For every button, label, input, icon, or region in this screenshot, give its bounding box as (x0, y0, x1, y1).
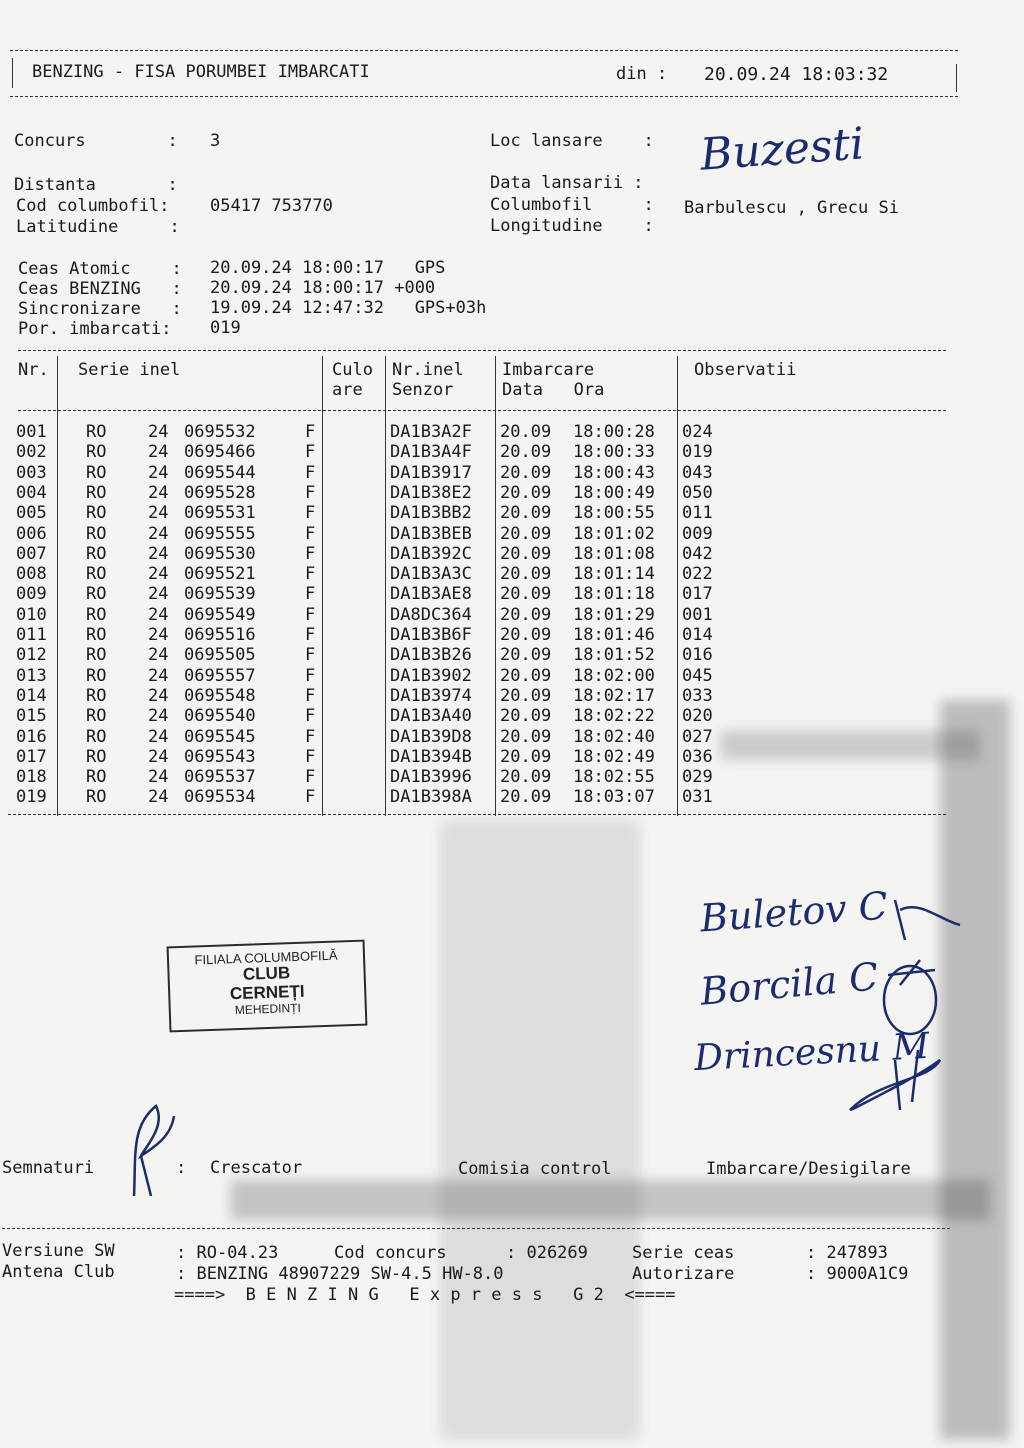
cell-sex: F (305, 604, 316, 625)
cell-inel: 0695540 (184, 706, 256, 727)
cell-an: 24 (148, 462, 169, 483)
cell-sex: F (305, 543, 316, 564)
cell-obs: 011 (682, 503, 713, 524)
col-header-culoare: Culo (332, 360, 373, 380)
cell-inel: 0695545 (184, 726, 256, 747)
signatures-label: Semnaturi (2, 1158, 95, 1178)
scan-smudge (230, 1180, 990, 1220)
field-concurs-label: Concurs : (14, 131, 178, 151)
footer-serie-ceas-value: : 247893 (806, 1243, 888, 1263)
cell-senzor: DA8DC364 (390, 604, 472, 625)
table-row (0, 544, 760, 564)
cell-sex: F (305, 706, 316, 727)
cell-sex: F (305, 422, 316, 442)
cell-tara: RO (86, 625, 107, 645)
cell-data: 20.09 (500, 564, 552, 585)
field-columbofil-value: Barbulescu , Grecu Si (684, 198, 899, 218)
table-row (0, 625, 760, 645)
cell-an: 24 (148, 442, 169, 463)
clock-atomic-label: Ceas Atomic : (18, 259, 182, 279)
table-row (0, 747, 760, 767)
signature-stroke (134, 1106, 174, 1196)
cell-nr: 018 (16, 767, 47, 788)
cell-ora: 18:00:43 (573, 462, 655, 483)
cell-an: 24 (148, 543, 169, 564)
cell-an: 24 (148, 706, 169, 727)
cell-tara: RO (86, 685, 107, 706)
cell-data: 20.09 (500, 482, 552, 503)
cell-sex: F (305, 442, 316, 463)
signature-comisia: Comisia control (458, 1159, 612, 1179)
cell-senzor: DA1B3A4F (390, 442, 472, 463)
cell-senzor: DA1B3917 (390, 462, 472, 483)
pigeons-count-label: Por. imbarcati: (18, 319, 172, 339)
clock-benzing-value: 20.09.24 18:00:17 +000 (210, 278, 436, 298)
col-header-data-ora: Data Ora (502, 380, 605, 400)
cell-obs: 001 (682, 604, 713, 625)
cell-ora: 18:01:29 (573, 604, 655, 625)
cell-ora: 18:02:49 (573, 746, 655, 767)
cell-an: 24 (148, 787, 169, 808)
cell-an: 24 (148, 685, 169, 706)
cell-obs: 009 (682, 523, 713, 544)
cell-inel: 0695528 (184, 482, 256, 503)
print-date: 20.09.24 18:03:32 (704, 64, 889, 85)
cell-obs: 036 (682, 746, 713, 767)
table-row (0, 442, 760, 462)
footer-versiune-label: Versiune SW (2, 1241, 115, 1261)
cell-an: 24 (148, 767, 169, 788)
cell-nr: 019 (16, 787, 47, 808)
cell-inel: 0695555 (184, 523, 256, 544)
cell-senzor: DA1B38E2 (390, 482, 472, 503)
cell-ora: 18:00:55 (573, 503, 655, 524)
cell-obs: 033 (682, 685, 713, 706)
signature-marks (840, 880, 990, 1120)
cell-data: 20.09 (500, 503, 552, 524)
cell-sex: F (305, 645, 316, 666)
table-row (0, 584, 760, 604)
cell-obs: 017 (682, 584, 713, 605)
cell-data: 20.09 (500, 462, 552, 483)
handwritten-name-1: Buletov C (698, 883, 890, 941)
cell-sex: F (305, 523, 316, 544)
header-bottom-border (10, 96, 958, 97)
cell-inel: 0695543 (184, 746, 256, 767)
cell-tara: RO (86, 442, 107, 463)
table-row (0, 645, 760, 665)
cell-ora: 18:00:33 (573, 442, 655, 463)
col-header-culoare-2: are (332, 380, 363, 400)
cell-nr: 004 (16, 482, 47, 503)
cell-obs: 020 (682, 706, 713, 727)
cell-ora: 18:01:46 (573, 625, 655, 645)
col-header-nr: Nr. (18, 360, 49, 380)
handwritten-name-2: Borcila C (698, 954, 880, 1014)
clock-sync-value: 19.09.24 12:47:32 GPS+03h (210, 298, 487, 318)
cell-obs: 042 (682, 543, 713, 564)
cell-nr: 015 (16, 706, 47, 727)
cell-an: 24 (148, 482, 169, 503)
cell-obs: 022 (682, 564, 713, 585)
cell-data: 20.09 (500, 726, 552, 747)
cell-ora: 18:02:22 (573, 706, 655, 727)
cell-nr: 012 (16, 645, 47, 666)
table-top-border (18, 350, 946, 351)
cell-senzor: DA1B3AE8 (390, 584, 472, 605)
table-row (0, 503, 760, 523)
stamp-line-4: MEHEDINȚI (234, 1000, 302, 1017)
cell-ora: 18:01:14 (573, 564, 655, 585)
pigeons-count-value: 019 (210, 318, 241, 338)
cell-senzor: DA1B3B6F (390, 625, 472, 645)
cell-obs: 043 (682, 462, 713, 483)
cell-obs: 050 (682, 482, 713, 503)
footer-banner: ====> B E N Z I N G E x p r e s s G 2 <==== (174, 1285, 676, 1305)
cell-obs: 016 (682, 645, 713, 666)
cell-tara: RO (86, 604, 107, 625)
table-row (0, 706, 760, 726)
cell-an: 24 (148, 604, 169, 625)
cell-data: 20.09 (500, 746, 552, 767)
cell-sex: F (305, 746, 316, 767)
col-header-imbarcare: Imbarcare (502, 360, 595, 380)
footer-versiune-value: : RO-04.23 (176, 1243, 279, 1263)
cell-inel: 0695521 (184, 564, 256, 585)
field-loc-label: Loc lansare : (490, 131, 654, 151)
header-left-border (12, 58, 13, 88)
cell-ora: 18:02:17 (573, 685, 655, 706)
cell-ora: 18:01:18 (573, 584, 655, 605)
cell-an: 24 (148, 422, 169, 442)
table-bottom-border (8, 814, 946, 815)
table-row (0, 564, 760, 584)
cell-data: 20.09 (500, 523, 552, 544)
cell-tara: RO (86, 422, 107, 442)
crescator-signature (126, 1096, 186, 1206)
footer-cod-concurs-value: : 026269 (506, 1243, 588, 1263)
cell-ora: 18:00:49 (573, 482, 655, 503)
cell-inel: 0695549 (184, 604, 256, 625)
cell-nr: 001 (16, 422, 47, 442)
cell-ora: 18:02:00 (573, 665, 655, 686)
field-latitudine-label: Latitudine : (16, 217, 180, 237)
cell-nr: 003 (16, 462, 47, 483)
footer-antena-label: Antena Club (2, 1262, 115, 1282)
table-row (0, 727, 760, 747)
cell-inel: 0695557 (184, 665, 256, 686)
cell-ora: 18:01:52 (573, 645, 655, 666)
cell-senzor: DA1B398A (390, 787, 472, 808)
cell-nr: 016 (16, 726, 47, 747)
cell-senzor: DA1B3A3C (390, 564, 472, 585)
cell-ora: 18:00:28 (573, 422, 655, 442)
cell-nr: 013 (16, 665, 47, 686)
cell-data: 20.09 (500, 706, 552, 727)
cell-tara: RO (86, 523, 107, 544)
cell-nr: 014 (16, 685, 47, 706)
field-concurs-value: 3 (210, 131, 221, 151)
cell-tara: RO (86, 665, 107, 686)
cell-ora: 18:02:40 (573, 726, 655, 747)
handwritten-location: Buzesti (698, 118, 866, 181)
date-label: din : (616, 64, 668, 84)
footer-antena-value: : BENZING 48907229 SW-4.5 HW-8.0 (176, 1264, 504, 1284)
cell-senzor: DA1B3974 (390, 685, 472, 706)
cell-obs: 027 (682, 726, 713, 747)
table-row (0, 767, 760, 787)
table-row (0, 422, 760, 442)
cell-inel: 0695534 (184, 787, 256, 808)
cell-tara: RO (86, 767, 107, 788)
cell-tara: RO (86, 462, 107, 483)
cell-inel: 0695537 (184, 767, 256, 788)
cell-tara: RO (86, 543, 107, 564)
field-cod-label: Cod columbofil: (16, 196, 170, 216)
table-row (0, 483, 760, 503)
cell-inel: 0695516 (184, 625, 256, 645)
cell-senzor: DA1B39D8 (390, 726, 472, 747)
cell-obs: 029 (682, 767, 713, 788)
cell-sex: F (305, 503, 316, 524)
cell-ora: 18:03:07 (573, 787, 655, 808)
scan-smudge (440, 820, 640, 1440)
cell-an: 24 (148, 746, 169, 767)
cell-data: 20.09 (500, 787, 552, 808)
clock-benzing-label: Ceas BENZING : (18, 279, 182, 299)
cell-tara: RO (86, 706, 107, 727)
signature-imbarcare: Imbarcare/Desigilare (706, 1159, 911, 1179)
cell-tara: RO (86, 564, 107, 585)
cell-senzor: DA1B3996 (390, 767, 472, 788)
cell-nr: 010 (16, 604, 47, 625)
handwritten-name-3: Drincesnu M (693, 1025, 931, 1080)
signature-stroke (884, 966, 936, 1034)
cell-inel: 0695544 (184, 462, 256, 483)
cell-inel: 0695539 (184, 584, 256, 605)
cell-sex: F (305, 665, 316, 686)
cell-tara: RO (86, 503, 107, 524)
footer-serie-ceas-label: Serie ceas (632, 1243, 735, 1263)
col-header-nrinel: Nr.inel (392, 360, 464, 380)
stamp-line-2: CLUB (242, 963, 291, 985)
signatures-colon: : (176, 1158, 187, 1178)
document-title: BENZING - FISA PORUMBEI IMBARCATI (32, 62, 370, 82)
cell-senzor: DA1B3BB2 (390, 503, 472, 524)
cell-tara: RO (86, 726, 107, 747)
cell-nr: 005 (16, 503, 47, 524)
cell-nr: 007 (16, 543, 47, 564)
cell-ora: 18:01:08 (573, 543, 655, 564)
cell-senzor: DA1B3BEB (390, 523, 472, 544)
cell-an: 24 (148, 726, 169, 747)
cell-sex: F (305, 767, 316, 788)
cell-an: 24 (148, 665, 169, 686)
cell-data: 20.09 (500, 442, 552, 463)
table-row (0, 463, 760, 483)
col-header-serie: Serie inel (78, 360, 181, 380)
clock-atomic-value: 20.09.24 18:00:17 GPS (210, 258, 446, 278)
cell-data: 20.09 (500, 543, 552, 564)
stamp-line-3: CERNEȚI (229, 981, 305, 1004)
stamp-line-1: FILIALA COLUMBOFILĂ (194, 947, 338, 968)
footer-cod-concurs-label: Cod concurs (334, 1243, 447, 1263)
cell-inel: 0695532 (184, 422, 256, 442)
cell-data: 20.09 (500, 767, 552, 788)
cell-data: 20.09 (500, 604, 552, 625)
signature-crescator: Crescator (210, 1158, 303, 1178)
cell-obs: 031 (682, 787, 713, 808)
field-distanta-label: Distanta : (14, 175, 178, 195)
cell-sex: F (305, 462, 316, 483)
cell-nr: 008 (16, 564, 47, 585)
cell-senzor: DA1B3A2F (390, 422, 472, 442)
cell-nr: 017 (16, 746, 47, 767)
table-row (0, 605, 760, 625)
cell-an: 24 (148, 625, 169, 645)
cell-nr: 011 (16, 625, 47, 645)
cell-an: 24 (148, 584, 169, 605)
cell-data: 20.09 (500, 665, 552, 686)
cell-ora: 18:02:55 (573, 767, 655, 788)
cell-ora: 18:01:02 (573, 523, 655, 544)
cell-senzor: DA1B3A40 (390, 706, 472, 727)
field-columbofil-label: Columbofil : (490, 195, 654, 215)
footer-autorizare-value: : 9000A1C9 (806, 1264, 909, 1284)
cell-obs: 014 (682, 625, 713, 645)
cell-senzor: DA1B394B (390, 746, 472, 767)
cell-tara: RO (86, 482, 107, 503)
cell-data: 20.09 (500, 685, 552, 706)
cell-data: 20.09 (500, 584, 552, 605)
table-row (0, 686, 760, 706)
col-header-senzor: Senzor (392, 380, 454, 400)
cell-nr: 006 (16, 523, 47, 544)
cell-tara: RO (86, 746, 107, 767)
table-row (0, 787, 760, 807)
cell-obs: 024 (682, 422, 713, 442)
col-header-observatii: Observatii (694, 360, 797, 380)
field-longitudine-label: Longitudine : (490, 216, 654, 236)
cell-tara: RO (86, 787, 107, 808)
cell-inel: 0695548 (184, 685, 256, 706)
cell-nr: 009 (16, 584, 47, 605)
cell-an: 24 (148, 523, 169, 544)
cell-data: 20.09 (500, 625, 552, 645)
cell-senzor: DA1B3B26 (390, 645, 472, 666)
cell-obs: 019 (682, 442, 713, 463)
signature-stroke (895, 900, 960, 940)
cell-tara: RO (86, 645, 107, 666)
cell-sex: F (305, 685, 316, 706)
field-data-lansarii-label: Data lansarii : (490, 173, 644, 193)
header-top-border (10, 50, 958, 51)
table-row (0, 524, 760, 544)
cell-obs: 045 (682, 665, 713, 686)
cell-inel: 0695505 (184, 645, 256, 666)
cell-nr: 002 (16, 442, 47, 463)
table-header-border (18, 410, 946, 411)
cell-an: 24 (148, 503, 169, 524)
cell-inel: 0695531 (184, 503, 256, 524)
cell-data: 20.09 (500, 422, 552, 442)
cell-inel: 0695530 (184, 543, 256, 564)
field-cod-value: 05417 753770 (210, 196, 333, 216)
cell-sex: F (305, 584, 316, 605)
footer-autorizare-label: Autorizare (632, 1264, 735, 1284)
cell-senzor: DA1B3902 (390, 665, 472, 686)
header-right-border (956, 64, 957, 92)
cell-sex: F (305, 564, 316, 585)
cell-sex: F (305, 625, 316, 645)
cell-senzor: DA1B392C (390, 543, 472, 564)
cell-sex: F (305, 726, 316, 747)
cell-an: 24 (148, 645, 169, 666)
cell-tara: RO (86, 584, 107, 605)
club-stamp (167, 940, 368, 1033)
table-row (0, 666, 760, 686)
cell-inel: 0695466 (184, 442, 256, 463)
footer-top-border (2, 1228, 950, 1229)
cell-sex: F (305, 787, 316, 808)
clock-sync-label: Sincronizare : (18, 299, 182, 319)
cell-sex: F (305, 482, 316, 503)
cell-an: 24 (148, 564, 169, 585)
cell-data: 20.09 (500, 645, 552, 666)
